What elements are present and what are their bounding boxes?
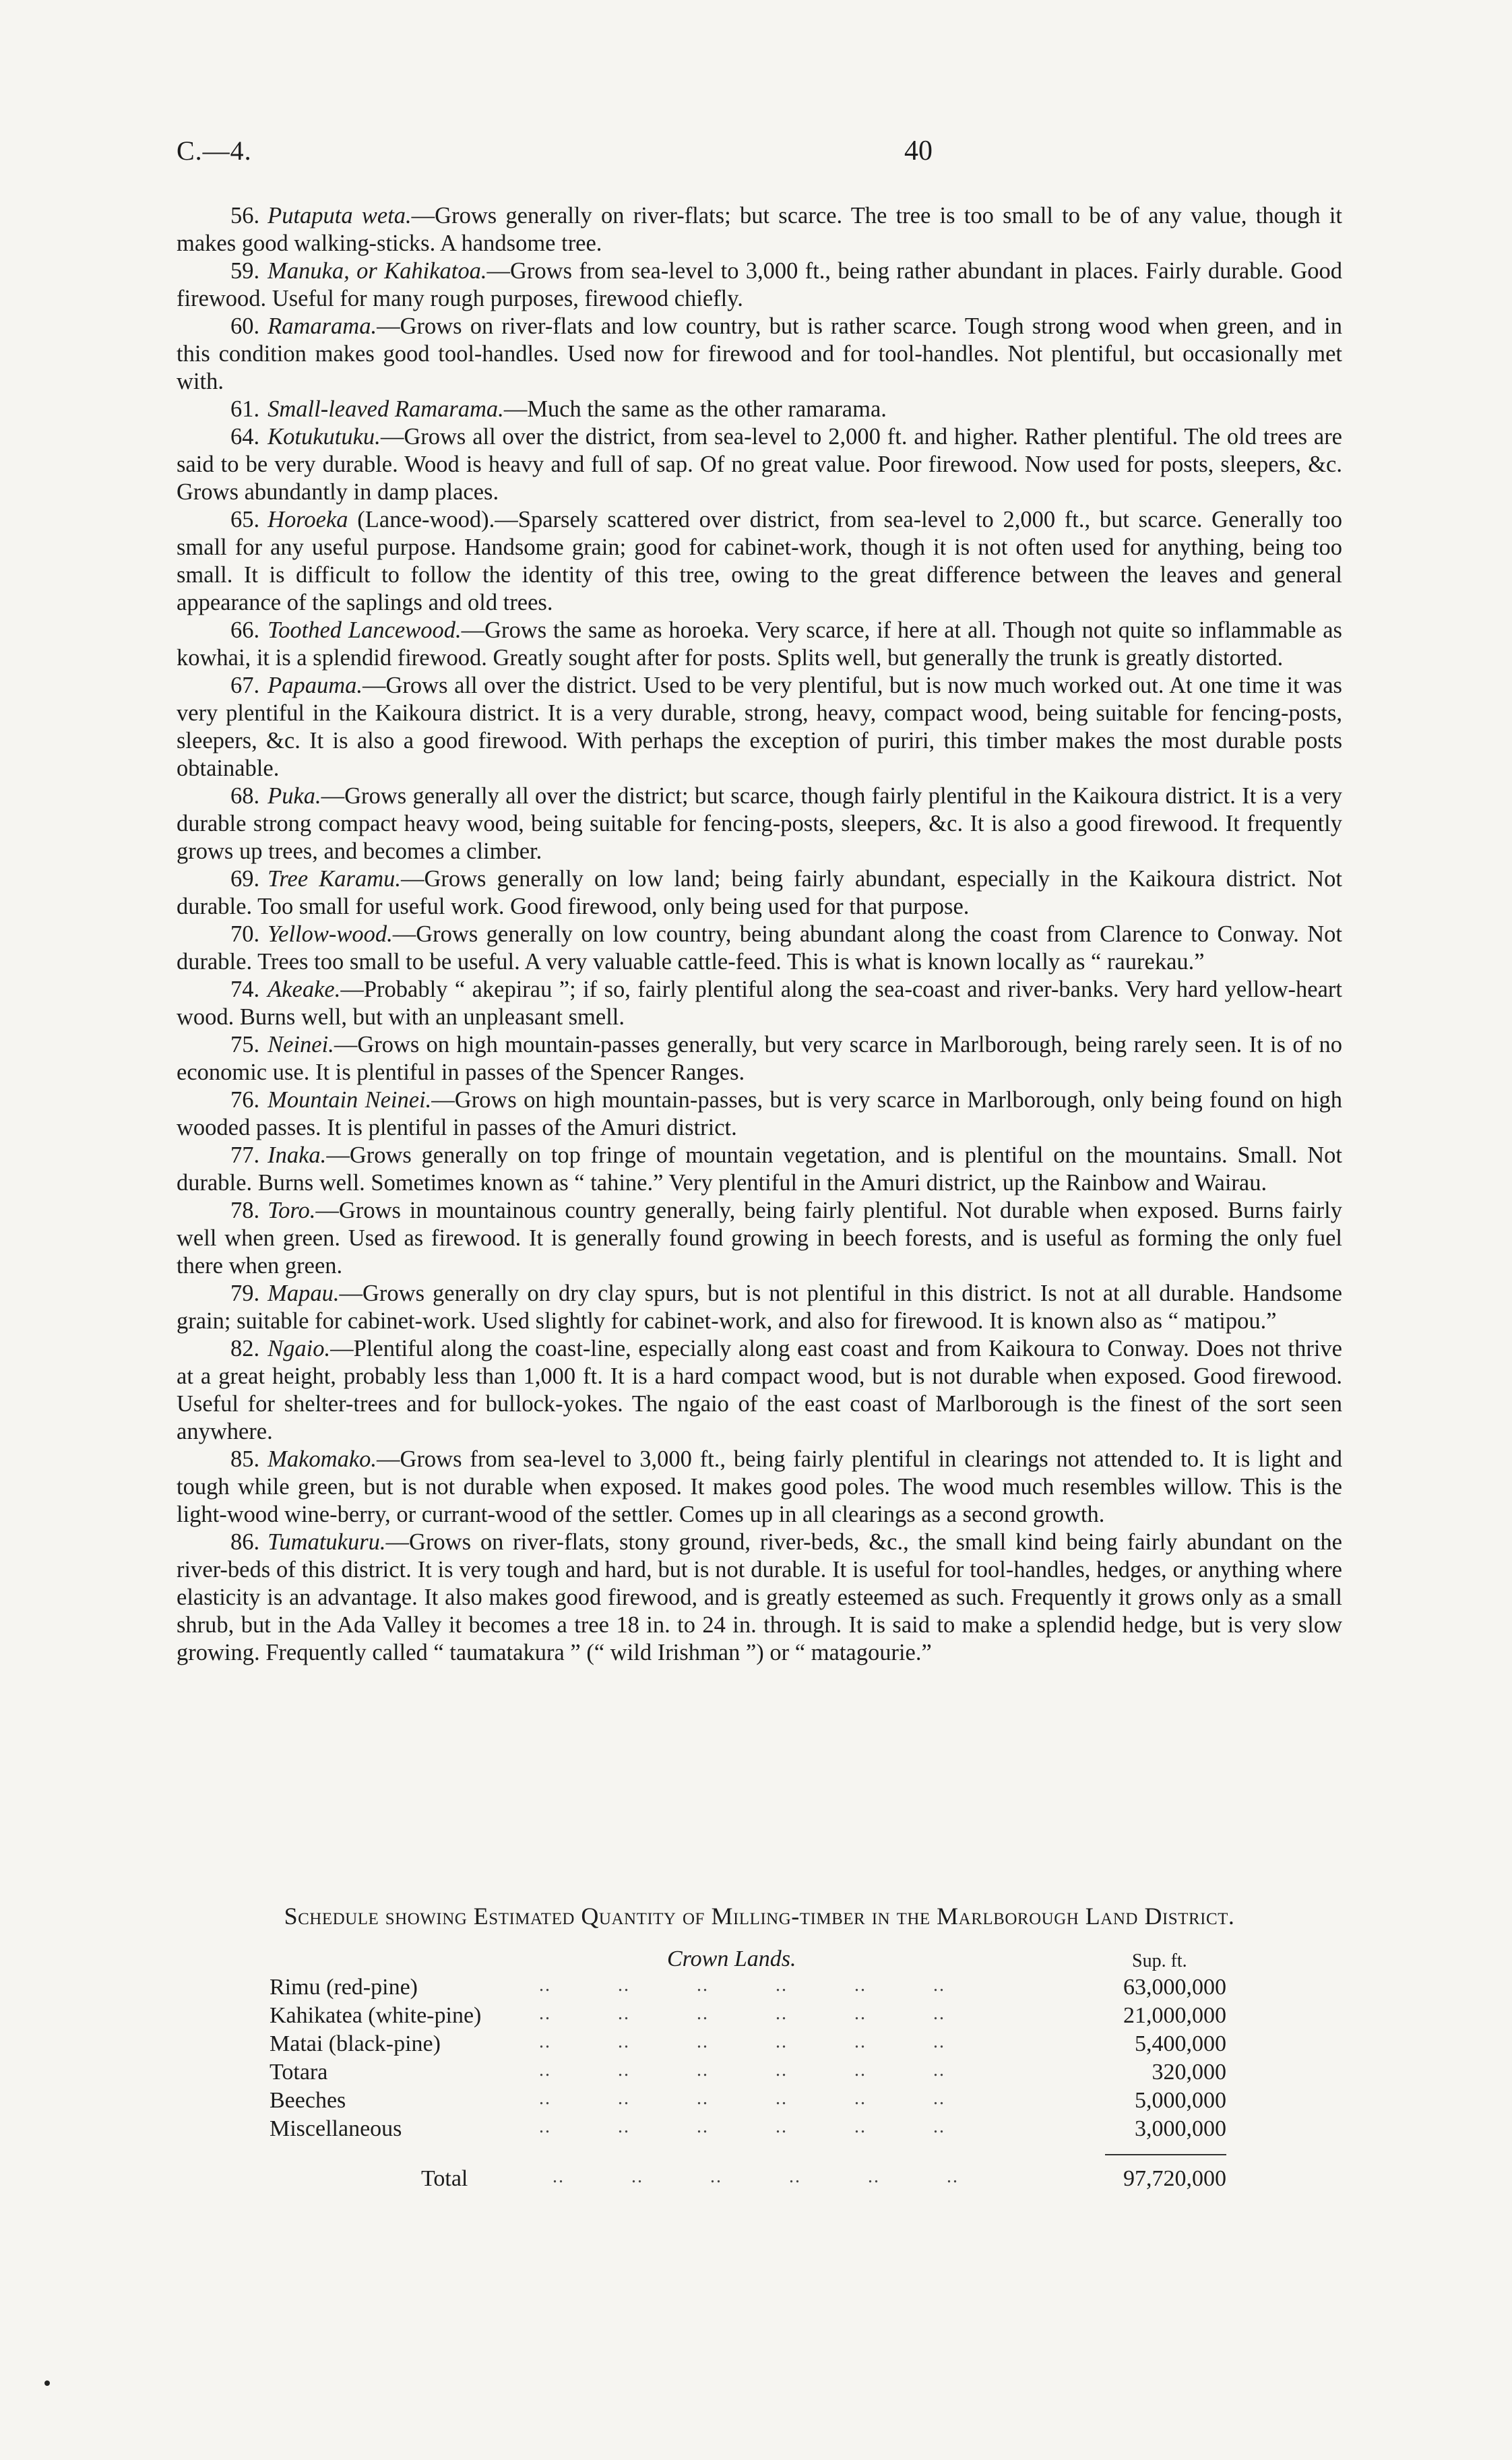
page-number: 40: [904, 135, 933, 166]
entry: [177, 672, 1342, 782]
entry: [177, 1335, 1342, 1446]
entry-number: 86.: [230, 1529, 260, 1555]
total-value: 97,720,000: [1123, 2166, 1226, 2191]
unit-label: Sup. ft.: [1132, 1950, 1187, 1971]
entry-number: 69.: [230, 866, 260, 892]
entry: [177, 782, 1342, 865]
timber-quantity: 63,000,000: [1123, 1975, 1226, 2000]
entry-text: —Grows on river-flats and low country, but is rather scarce. Tough strong wood when green, and in this condition makes good tool-handles. Used now for firewood and for tool-handles. Not plentiful, but occasionally met with.: [177, 313, 1342, 394]
entry: [177, 921, 1342, 976]
entry: [177, 1529, 1342, 1667]
leader-dots: .. .. .. .. .. ..: [553, 2166, 959, 2187]
total-row: [270, 2166, 1226, 2196]
entry-name: Mapau.: [267, 1281, 340, 1306]
entry-number: 56.: [230, 203, 260, 228]
page-header: [177, 135, 1457, 175]
entry-text: —Plentiful along the coast-line, especially along east coast and from Kaikoura to Conway. Does not thrive at a great height, probably less than 1,000 ft. It is a hard compact wood, but is not durable when exposed. Good firewood. Useful for shelter-trees and for bullock-yokes. The ngaio of the east coast of Marlborough is the finest of the sort seen anywhere.: [177, 1336, 1342, 1444]
entry-number: 74.: [230, 977, 260, 1002]
entry: [177, 617, 1342, 672]
timber-quantity: 5,400,000: [1135, 2031, 1226, 2056]
entry-text: —Grows in mountainous country generally, being fairly plentiful. Not durable when exposed. Burns fairly well when green. Used as firewood. It is generally found growing in beech forests, and is useful as forming the only fuel there when green.: [177, 1198, 1342, 1279]
timber-name: Rimu (red-pine): [270, 1975, 418, 2000]
entry-number: 79.: [230, 1281, 260, 1306]
entry: [177, 423, 1342, 506]
entry-text: —Grows generally on dry clay spurs, but is not plentiful in this district. Is not at all durable. Handsome grain; suitable for cabinet-work. Used slightly for cabinet-work, and also for firewood. It is known also as “ matipou.”: [177, 1281, 1342, 1334]
entry-name: Putaputa weta.: [267, 203, 412, 228]
entry-text: —Grows from sea-level to 3,000 ft., being rather abundant in places. Fairly durable. Good firewood. Useful for many rough purposes, firewood chiefly.: [177, 258, 1342, 311]
entry-text: —Much the same as the other ramarama.: [503, 396, 887, 422]
entry-text: —Grows on high mountain-passes generally, but very scarce in Marlborough, being rarely seen. It is of no economic use. It is plentiful in passes of the Spencer Ranges.: [177, 1032, 1342, 1085]
entry-number: 61.: [230, 396, 260, 422]
entry-number: 68.: [230, 783, 260, 809]
entry: [177, 1031, 1342, 1086]
leader-dots: .. .. .. .. .. ..: [539, 2003, 945, 2024]
timber-name: Totara: [270, 2060, 328, 2085]
entry-name: Toro.: [267, 1198, 316, 1223]
entry-name: Kotukutuku.: [267, 424, 381, 450]
entry-name: Manuka, or Kahikatoa.: [267, 258, 487, 284]
entry-number: 65.: [230, 507, 260, 532]
leader-dots: .. .. .. .. .. ..: [539, 2060, 945, 2081]
timber-quantity: 21,000,000: [1123, 2003, 1226, 2028]
entry-number: 60.: [230, 313, 260, 339]
entry-text: —Grows generally all over the district; but scarce, though fairly plentiful in the Kaikoura district. It is a very durable strong compact heavy wood, being suitable for fencing-posts, sleepers, &c. It is also a good firewood. It frequently grows up trees, and becomes a climber.: [177, 783, 1342, 864]
entry-text: —Grows on high mountain-passes, but is very scarce in Marlborough, only being found on high wooded passes. It is plentiful in passes of the Amuri district.: [177, 1087, 1342, 1140]
entry-text: —Grows all over the district, from sea-level to 2,000 ft. and higher. Rather plentiful. The old trees are said to be very durable. Wood is heavy and full of sap. Of no great value. Poor firewood. Now used for posts, sleepers, &c. Grows abundantly in damp places.: [177, 424, 1342, 505]
entry-text: —Grows all over the district. Used to be very plentiful, but is now much worked out. At one time it was very plentiful in the Kaikoura district. It is a very durable, strong, heavy, compact wood, being suitable for fencing-posts, sleepers, &c. It is also a good firewood. With perhaps the exception of puriri, this timber makes the most durable posts obtainable.: [177, 673, 1342, 781]
schedule-row: [270, 2003, 1226, 2031]
entry-text: —Grows the same as horoeka. Very scarce, if here at all. Though not quite so inflammable as kowhai, it is a splendid firewood. Greatly sought after for posts. Splits well, but generally the trunk is greatly distorted.: [177, 617, 1342, 671]
entry: [177, 1142, 1342, 1197]
entry: [177, 1197, 1342, 1280]
schedule-row: [270, 2116, 1226, 2145]
entry: [177, 313, 1342, 396]
scan-speck: [44, 2380, 50, 2386]
entry-text: —Grows from sea-level to 3,000 ft., being fairly plentiful in clearings not attended to. It is light and tough while green, but is not durable when exposed. It makes good poles. The wood much resembles willow. This is the light-wood wine-berry, or currant-wood of the settler. Comes up in all clearings as a second growth.: [177, 1446, 1342, 1527]
entry-number: 70.: [230, 921, 260, 947]
schedule-row: [270, 2060, 1226, 2088]
entry-name: Yellow-wood.: [267, 921, 393, 947]
entry-number: 76.: [230, 1087, 260, 1113]
entry-text: —Grows generally on top fringe of mountain vegetation, and is plentiful on the mountains. Small. Not durable. Burns well. Sometimes known as “ tahine.” Very plentiful in the Amuri district, up the Rainbow and Wairau.: [177, 1142, 1342, 1196]
leader-dots: .. .. .. .. .. ..: [539, 2088, 945, 2109]
entry-name: Puka.: [267, 783, 321, 809]
timber-quantity: 3,000,000: [1135, 2116, 1226, 2141]
entry-name: Small-leaved Ramarama.: [267, 396, 504, 422]
entry: [177, 1446, 1342, 1529]
entry-name: Ramarama.: [267, 313, 377, 339]
entry-number: 85.: [230, 1446, 260, 1472]
timber-name: Kahikatea (white-pine): [270, 2003, 482, 2028]
schedule-table: [270, 1975, 1226, 2145]
entry-name: Ngaio.: [267, 1336, 331, 1361]
leader-dots: .. .. .. .. .. ..: [539, 2031, 945, 2052]
entry-name: Akeake.: [267, 977, 341, 1002]
entry-text: —Grows on river-flats, stony ground, river-beds, &c., the small kind being fairly abundant on the river-beds of this district. It is very tough and hard, but is not durable. It is useful for tool-handles, hedges, or anything where elasticity is an advantage. It also makes good firewood, and is greatly esteemed as such. Frequently it grows only as a small shrub, but in the Ada Valley it becomes a tree 18 in. to 24 in. through. It is said to make a splendid hedge, but is very slow growing. Frequently called “ taumatakura ” (“ wild Irishman ”) or “ matagourie.”: [177, 1529, 1342, 1665]
entry-name: Makomako.: [267, 1446, 377, 1472]
leader-dots: .. .. .. .. .. ..: [539, 1975, 945, 1996]
entry: [177, 396, 1342, 423]
entry: [177, 257, 1342, 313]
entry-number: 64.: [230, 424, 260, 450]
entry-number: 67.: [230, 673, 260, 698]
entry: [177, 1086, 1342, 1142]
entry-name: Horoeka: [267, 507, 348, 532]
schedule-row: [270, 2088, 1226, 2116]
schedule-title: Schedule showing Estimated Quantity of Milling-timber in the Marlborough Land District.: [284, 1903, 1235, 1930]
entry-name: Papauma.: [267, 673, 363, 698]
entry: [177, 202, 1342, 257]
timber-name: Beeches: [270, 2088, 346, 2113]
schedule-row: [270, 2031, 1226, 2060]
leader-dots: .. .. .. .. .. ..: [539, 2116, 945, 2137]
entry-text: —Grows generally on river-flats; but scarce. The tree is too small to be of any value, though it makes good walking-sticks. A handsome tree.: [177, 203, 1342, 256]
entry: [177, 1280, 1342, 1335]
schedule-row: [270, 1975, 1226, 2003]
total-rule: [1105, 2154, 1226, 2155]
entry-number: 82.: [230, 1336, 260, 1361]
entry-name: Tumatukuru.: [267, 1529, 386, 1555]
timber-quantity: 5,000,000: [1135, 2088, 1226, 2113]
schedule-section: [177, 1902, 1342, 1930]
entry-text: (Lance-wood).—Sparsely scattered over district, from sea-level to 2,000 ft., but scarce. Generally too small for any useful purpose. Handsome grain; good for cabinet-work, though it is not often used for anything, being too small. It is difficult to follow the identity of this tree, owing to the great difference between the leaves and general appearance of the saplings and old trees.: [177, 507, 1342, 615]
entry-number: 59.: [230, 258, 260, 284]
entry-name: Neinei.: [267, 1032, 334, 1057]
entry-text: —Probably “ akepirau ”; if so, fairly plentiful along the sea-coast and river-banks. Very hard yellow-heart wood. Burns well, but with an unpleasant smell.: [177, 977, 1342, 1030]
entry-name: Toothed Lancewood.: [267, 617, 462, 643]
entry: [177, 865, 1342, 921]
entry-text: —Grows generally on low country, being abundant along the coast from Clarence to Conway. Not durable. Trees too small to be useful. A very valuable cattle-feed. This is what is known locally as “ raurekau.”: [177, 921, 1342, 975]
entry-name: Tree Karamu.: [267, 866, 401, 892]
report-reference: C.—4.: [177, 135, 252, 166]
entry-number: 78.: [230, 1198, 260, 1223]
total-label: Total: [421, 2166, 468, 2191]
schedule-subheading: Crown Lands.: [667, 1946, 796, 1971]
timber-quantity: 320,000: [1152, 2060, 1226, 2085]
timber-name: Miscellaneous: [270, 2116, 402, 2141]
entry-number: 66.: [230, 617, 260, 643]
entry: [177, 976, 1342, 1031]
entry-name: Inaka.: [267, 1142, 327, 1168]
entry-number: 77.: [230, 1142, 260, 1168]
tree-entries: [177, 202, 1342, 1667]
entry-number: 75.: [230, 1032, 260, 1057]
entry: [177, 506, 1342, 617]
entry-text: —Grows generally on low land; being fairly abundant, especially in the Kaikoura district. Not durable. Too small for useful work. Good firewood, only being used for that purpose.: [177, 866, 1342, 919]
entry-name: Mountain Neinei.: [267, 1087, 432, 1113]
timber-name: Matai (black-pine): [270, 2031, 441, 2056]
